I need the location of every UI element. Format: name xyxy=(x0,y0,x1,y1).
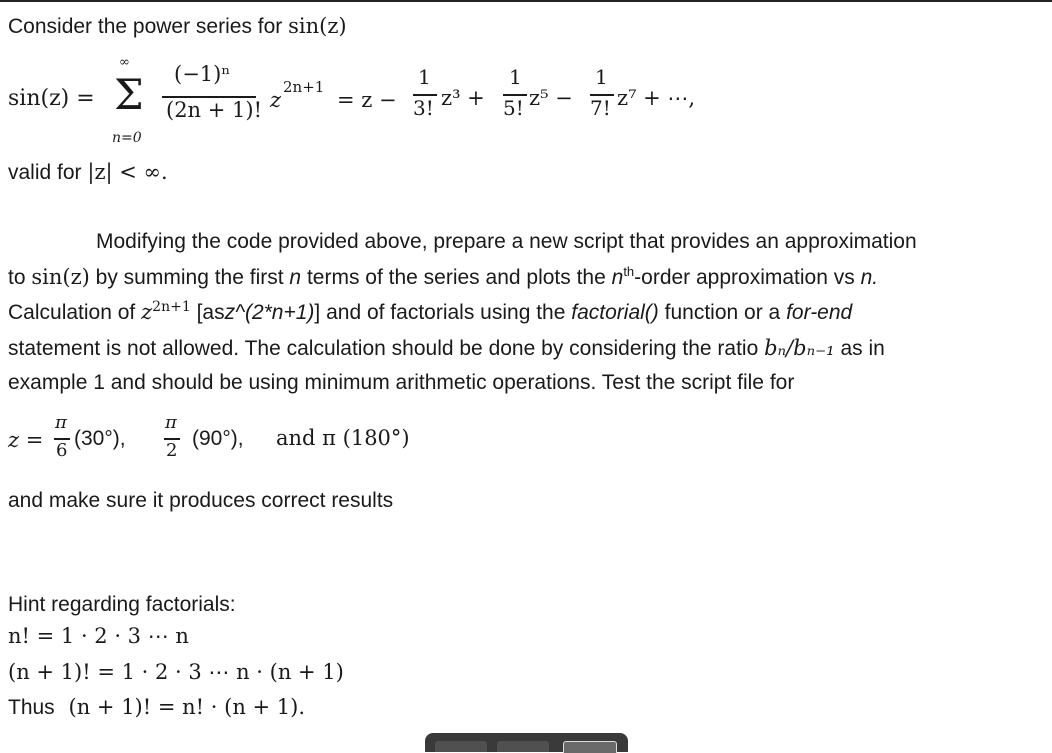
power-base: z xyxy=(270,88,282,112)
intro-text: Consider the power series for xyxy=(8,15,283,38)
frac2-numerator: π xyxy=(165,412,177,433)
hint-line-3: Thus (n + 1)! = n! · (n + 1). xyxy=(8,695,306,719)
z-equals: z = xyxy=(8,428,44,452)
hint-title: Hint regarding factorials: xyxy=(8,593,236,616)
task-paragraph xyxy=(8,225,1044,401)
correct-results-line: and make sure it produces correct results xyxy=(8,489,394,512)
term1-variable: z³ + xyxy=(441,86,485,110)
term2-numerator: 1 xyxy=(509,65,522,89)
frac1-degrees: (30°), xyxy=(74,427,126,450)
frac1-denominator: 6 xyxy=(56,440,68,461)
frac1-numerator: π xyxy=(55,412,67,433)
toolbar-button-2[interactable] xyxy=(497,741,549,752)
sum-upper-limit: ∞ xyxy=(119,55,130,70)
series-denominator: (2n + 1)! xyxy=(166,98,263,122)
formula-lhs: sin(z) = xyxy=(8,86,95,111)
task-line-5: example 1 and should be using minimum arithmetic operations. Test the script file for xyxy=(8,371,795,394)
validity-condition: |z| < ∞. xyxy=(87,160,168,184)
frac2-denominator: 2 xyxy=(166,440,178,461)
equals-z-minus: = z − xyxy=(337,88,397,112)
sum-lower-limit: n=0 xyxy=(112,130,142,146)
top-border-line xyxy=(0,0,1052,2)
intro-line xyxy=(8,16,347,37)
task-line-4: statement is not allowed. The calculation should be done by considering the ratio bₙ/bₙ₋₁ as in xyxy=(8,335,885,360)
hint-line-2: (n + 1)! = 1 · 2 · 3 ⋯ n · (n + 1) xyxy=(8,660,344,684)
validity-text: valid for xyxy=(8,161,82,184)
toolbar-button-3[interactable] xyxy=(563,741,617,753)
floating-toolbar xyxy=(425,733,628,752)
hint-line-1: n! = 1 · 2 · 3 ⋯ n xyxy=(8,624,189,648)
series-numerator: (−1)ⁿ xyxy=(174,62,231,86)
power-exponent: 2n+1 xyxy=(283,78,325,96)
term1-numerator: 1 xyxy=(418,65,431,89)
term2-denominator: 5! xyxy=(503,96,524,120)
toolbar-button-1[interactable] xyxy=(435,741,487,752)
term3-numerator: 1 xyxy=(595,65,608,89)
frac2-degrees: (90°), xyxy=(192,427,244,450)
validity-line xyxy=(8,162,168,183)
sum-symbol: Σ xyxy=(114,70,144,119)
task-line-1: Modifying the code provided above, prepare a new script that provides an approximation xyxy=(96,230,917,253)
task-line-3: Calculation of $z^{2n+1}$ [asz^(2*n+1)] and of factorials using the factorial() function or a for-end xyxy=(8,299,853,324)
term3-denominator: 7! xyxy=(590,96,611,120)
intro-function: sin(z) xyxy=(288,14,347,38)
term2-variable: z⁵ − xyxy=(529,86,573,110)
and-pi: and π (180°) xyxy=(276,426,410,450)
term1-denominator: 3! xyxy=(413,96,434,120)
task-line-2: to sin(z) by summing the first n terms of the series and plots the $n^{th}$-order approximation vs n. xyxy=(8,263,879,289)
term3-variable: z⁷ + ⋯, xyxy=(617,86,696,110)
